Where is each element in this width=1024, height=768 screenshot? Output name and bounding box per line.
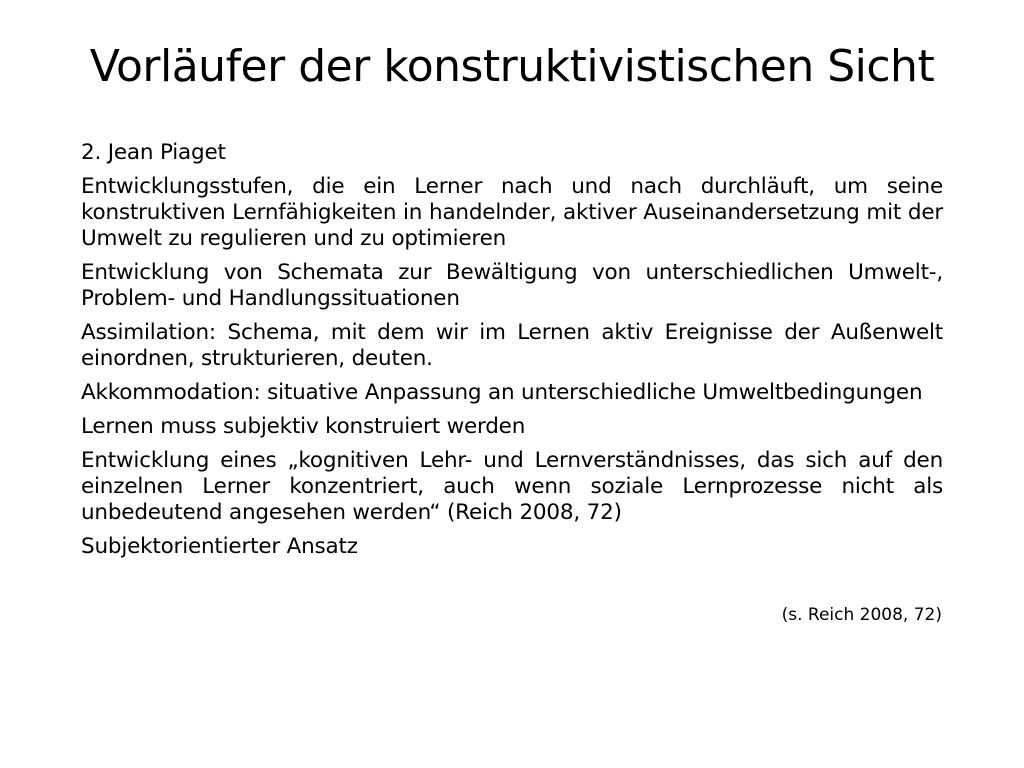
paragraph-quote: Entwicklung eines „kognitiven Lehr- und Lernverständnisses, das sich auf den einzelnen Lerner konzentriert, auch wenn soziale Lernprozesse nicht als unbedeutend angesehen werden“ (Reich 2008, 72) [81,448,943,525]
subheading: 2. Jean Piaget [81,140,226,165]
paragraph-assimilation: Assimilation: Schema, mit dem wir im Lernen aktiv Ereignisse der Außenwelt einordnen, strukturieren, deuten. [81,320,943,371]
slide-title: Vorläufer der konstruktivistischen Sicht [89,41,935,93]
paragraph-learning: Lernen muss subjektiv konstruiert werden [81,414,526,439]
slide-body [81,140,943,568]
source-citation: (s. Reich 2008, 72) [781,605,942,625]
paragraph-schemata: Entwicklung von Schemata zur Bewältigung von unterschiedlichen Umwelt-, Problem- und Handlungssituationen [81,260,943,311]
paragraph-approach: Subjektorientierter Ansatz [81,534,358,559]
paragraph-stages: Entwicklungsstufen, die ein Lerner nach und nach durchläuft, um seine konstruktiven Lernfähigkeiten in handelnder, aktiver Auseinandersetzung mit der Umwelt zu regulieren und zu optimieren [81,174,943,251]
paragraph-accommodation: Akkommodation: situative Anpassung an unterschiedliche Umweltbedingungen [81,380,923,405]
